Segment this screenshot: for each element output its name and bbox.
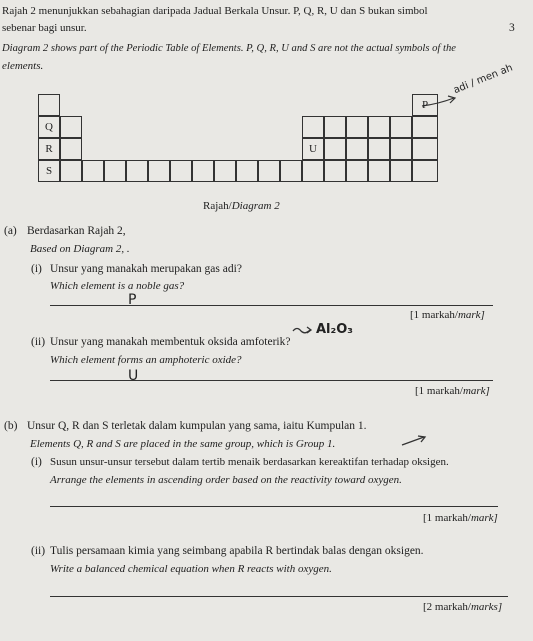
diagram-caption-en: Diagram 2: [231, 200, 280, 212]
question-a-ii-en: Which element forms an amphoteric oxide?: [50, 354, 242, 366]
table-cell: [346, 138, 368, 160]
table-cell: [324, 138, 346, 160]
question-b-stem-ms: Unsur Q, R dan S terletak dalam kumpulan yang sama, iaitu Kumpulan 1.: [27, 420, 367, 432]
marks-b-ii-en: marks]: [470, 601, 503, 613]
answer-a-i-handwriting: P: [128, 292, 137, 308]
element-u-label: U: [309, 143, 317, 155]
question-b-i-ms: Susun unsur-unsur tersebut dalam tertib menaik berdasarkan kereaktifan terhadap oksigen.: [50, 456, 449, 468]
table-cell: [60, 138, 82, 160]
table-cell: [324, 116, 346, 138]
table-cell: [214, 160, 236, 182]
answer-line-b-ii[interactable]: [50, 596, 508, 597]
table-cell-q: [38, 116, 60, 138]
answer-line-a-ii[interactable]: [50, 380, 493, 381]
question-b-stem-en: Elements Q, R and S are placed in the same group, which is Group 1.: [30, 438, 336, 450]
marks-b-ii-ms: [2 markah/: [423, 601, 471, 613]
table-cell: [302, 160, 324, 182]
table-cell: [412, 116, 438, 138]
table-cell: [60, 160, 82, 182]
marks-b-i: [423, 512, 498, 524]
element-p-label: P: [421, 99, 429, 111]
question-b-ii-label: (ii): [31, 545, 46, 557]
table-cell: [60, 116, 82, 138]
handwritten-formula-note: Al₂O₃: [316, 322, 353, 337]
table-cell: [346, 116, 368, 138]
question-a-i-ms: Unsur yang manakah merupakan gas adi?: [50, 263, 242, 275]
marks-a-i: [410, 309, 485, 321]
handwritten-arrow-b-icon: [400, 434, 428, 448]
table-cell-u: [302, 138, 324, 160]
table-cell: [280, 160, 302, 182]
element-r-label: R: [45, 143, 53, 155]
answer-line-a-i[interactable]: [50, 305, 493, 306]
question-b-label: (b): [4, 420, 18, 432]
element-s-label: S: [45, 165, 53, 177]
table-cell: [126, 160, 148, 182]
handwritten-squiggle-arrow-icon: [292, 324, 316, 336]
table-cell: [390, 116, 412, 138]
page-number: 3: [509, 22, 515, 34]
marks-a-ii: [415, 385, 490, 397]
table-cell-r: [38, 138, 60, 160]
table-cell-s: [38, 160, 60, 182]
table-cell: [236, 160, 258, 182]
table-cell: [104, 160, 126, 182]
marks-b-i-ms: [1 markah/: [423, 512, 471, 524]
table-cell: [368, 138, 390, 160]
marks-a-ii-en: mark]: [462, 385, 490, 397]
question-b-i-label: (i): [31, 456, 42, 468]
question-a-ii-ms: Unsur yang manakah membentuk oksida amfoterik?: [50, 336, 291, 348]
table-cell: [346, 160, 368, 182]
table-cell: [324, 160, 346, 182]
marks-b-i-en: mark]: [470, 512, 498, 524]
question-a-i-en: Which element is a noble gas?: [50, 280, 185, 292]
table-cell: [368, 116, 390, 138]
table-cell: [412, 160, 438, 182]
question-a-ii-label: (ii): [31, 336, 46, 348]
question-a-i-label: (i): [31, 263, 42, 275]
question-b-ii-ms: Tulis persamaan kimia yang seimbang apabila R bertindak balas dengan oksigen.: [50, 545, 424, 557]
table-cell: [258, 160, 280, 182]
marks-a-i-ms: [1 markah/: [410, 309, 458, 321]
table-cell: [192, 160, 214, 182]
diagram-caption-ms: Rajah/: [203, 200, 232, 212]
question-b-i-en: Arrange the elements in ascending order based on the reactivity toward oxygen.: [50, 474, 402, 486]
marks-a-i-en: mark]: [457, 309, 485, 321]
table-cell-h: [38, 94, 60, 116]
table-cell: [148, 160, 170, 182]
question-a-label: (a): [4, 225, 17, 237]
marks-b-ii: [423, 601, 502, 613]
diagram-caption: [203, 200, 280, 212]
question-a-stem-ms: Berdasarkan Rajah 2,: [27, 225, 126, 237]
table-cell: [412, 138, 438, 160]
intro-ms-line2: sebenar bagi unsur.: [2, 22, 87, 34]
handwritten-top-note: adi / men ah: [452, 62, 515, 97]
question-a-stem-en: Based on Diagram 2, .: [30, 243, 130, 255]
table-cell: [170, 160, 192, 182]
answer-line-b-i[interactable]: [50, 506, 498, 507]
table-cell: [368, 160, 390, 182]
question-b-ii-en: Write a balanced chemical equation when R reacts with oxygen.: [50, 563, 332, 575]
intro-en-line2: elements.: [2, 60, 44, 72]
marks-a-ii-ms: [1 markah/: [415, 385, 463, 397]
table-cell: [390, 138, 412, 160]
table-cell-p: [412, 94, 438, 116]
answer-a-ii-handwriting: U: [128, 368, 139, 384]
table-cell: [390, 160, 412, 182]
intro-ms-line1: Rajah 2 menunjukkan sebahagian daripada Jadual Berkala Unsur. P, Q, R, U dan S bukan simbol: [2, 5, 428, 17]
intro-en-line1: Diagram 2 shows part of the Periodic Table of Elements. P, Q, R, U and S are not the actual symbols of the: [2, 43, 456, 54]
table-cell: [82, 160, 104, 182]
table-cell: [302, 116, 324, 138]
element-q-label: Q: [45, 121, 53, 133]
